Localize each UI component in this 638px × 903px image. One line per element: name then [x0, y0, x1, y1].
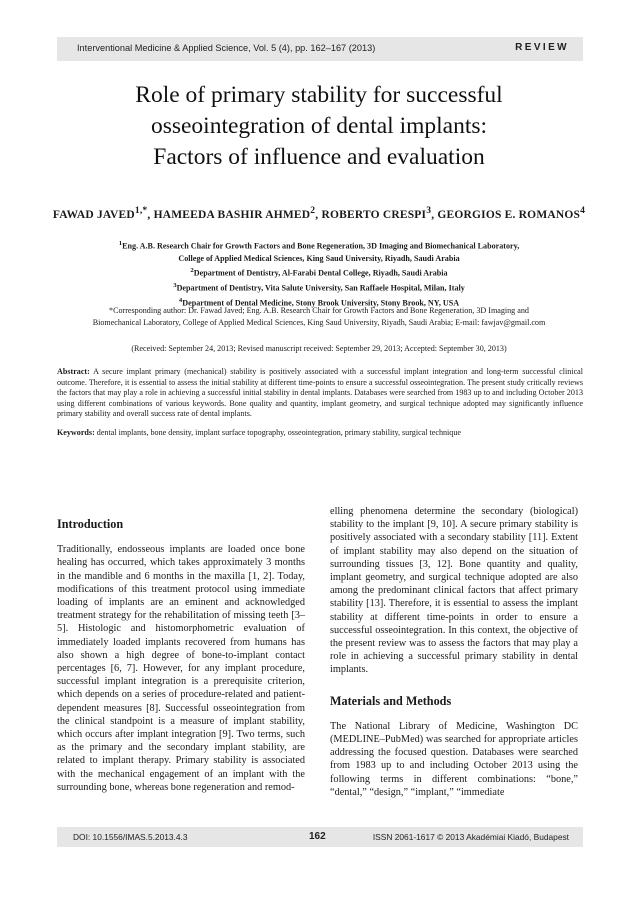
- affiliation-line: $^1$Eng. A.B. Research Chair for Growth Factors and Bone Regeneration, 3D Imaging and Biomechanical Laboratory,: [118, 240, 520, 251]
- journal-citation: Interventional Medicine & Applied Science, Vol. 5 (4), pp. 162–167 (2013): [77, 43, 376, 53]
- article-title: [40, 80, 598, 173]
- title-line-3: Factors of influence and evaluation: [153, 144, 485, 170]
- affiliation-number: 3: [173, 281, 177, 289]
- doi: DOI: 10.1556/IMAS.5.2013.4.3: [73, 832, 188, 842]
- introduction-paragraph: Traditionally, endosseous implants are loaded once bone healing has occurred, which takes approximately 3 months in the mandible and 6 months in the maxilla [1, 2]. Today, modifications of this treatment protocol using immediate loading of implants are an eminent and acknowledged treatment strategy for the rehabilitation of missing teeth [3–5]. Histologic and histomorphometric evaluation of immediately loaded implants recovered from humans has also shown a high degree of bone-to-implant contact percentages [6, 7]. However, for any implant procedure, successful implant integration is a prerequisite criterion, which depends on a series of procedure-related and patient-dependent measures [8]. Successful osseointegration from the clinical standpoint is a measure of implant stability, which occurs after implant integration [9]. Two terms, such as the primary and the secondary implant stability, are related to implant therapy. Primary stability is associated with the mechanical engagement of an implant with the surrounding bone, whereas bone regeneration and remod-: [57, 544, 305, 793]
- corresponding-author-note: *Corresponding author: Dr. Fawad Javed; Eng. A.B. Research Chair for Growth Factors and Bone Regeneration, 3D Imaging and Biomechanical Laboratory, College of Applied Medical Sciences, King Saud University, Riyadh, Saudi Arabia; E-mail: fawjav@gmail.com: [92, 306, 546, 328]
- author-name: , ROBERTO CRESPI: [315, 208, 427, 221]
- abstract: [57, 367, 583, 420]
- page-footer: [57, 827, 583, 847]
- author-list: [40, 205, 598, 221]
- author-name: , HAMEEDA BASHIR AHMED: [147, 208, 311, 221]
- keywords-label: Keywords:: [57, 428, 95, 437]
- author-affiliation-marker: 1,: [134, 205, 143, 216]
- affiliation-line: College of Applied Medical Sciences, King Saud University, Riyadh, Saudi Arabia: [178, 253, 460, 263]
- author-affiliation-marker: 3: [426, 205, 432, 216]
- affiliation-number: 4: [178, 296, 183, 304]
- issn-copyright: ISSN 2061-1617 © 2013 Akadémiai Kiadó, Budapest: [372, 832, 569, 842]
- keywords: [57, 428, 583, 439]
- section-heading-introduction: Introduction: [57, 517, 124, 531]
- affiliation-number: 1: [118, 240, 123, 247]
- author-affiliation-marker: 4: [580, 205, 586, 216]
- keywords-text: dental implants, bone density, implant surface topography, osseointegration, primary stability, surgical technique: [94, 428, 461, 437]
- affiliation-number: 2: [190, 267, 194, 275]
- author-name: FAWAD JAVED: [52, 208, 135, 221]
- affiliation-line: $^4$Department of Dental Medicine, Stony Brook University, Stony Brook, NY, USA: [178, 296, 460, 308]
- affiliation-line: $^2$Department of Dentistry, Al-Farabi Dental College, Riyadh, Saudi Arabia: [190, 267, 448, 278]
- affiliation-line: $^3$Department of Dentistry, Vita Salute University, San Raffaele Hospital, Milan, Italy: [173, 281, 465, 293]
- section-heading-methods: Materials and Methods: [330, 693, 452, 708]
- running-header: [57, 37, 583, 61]
- article-type-label: REVIEW: [515, 42, 569, 53]
- abstract-label: Abstract:: [57, 367, 90, 376]
- received-dates: (Received: September 24, 2013; Revised manuscript received: September 29, 2013; Accepted: September 30, 2013): [131, 344, 507, 353]
- author-name: , GEORGIOS E. ROMANOS: [431, 208, 581, 221]
- right-column: [330, 505, 578, 799]
- author-affiliation-marker: 2: [310, 205, 316, 216]
- title-line-1: Role of primary stability for successful: [135, 82, 503, 108]
- corresponding-author-marker: *: [142, 205, 148, 216]
- page-number: 162: [309, 831, 326, 842]
- introduction-continuation: elling phenomena determine the secondary (biological) stability to the implant [9, 10]. A secure primary stability is positively associated with a secondary stability [11]. Extent of implant stability may also depend on the situation of surrounding tissues [3, 12]. Bone quantity and quality, implant geometry, and surgical technique adopted are also among the predominant clinical factors that affect primary stability [13]. Therefore, it is essential to assess the implant stability at different time-points in order to ensure a successful osseointegration. In this context, the objective of the present review was to assess the factors that may play a role in achieving a successful primary stability in dental implants.: [330, 506, 578, 676]
- left-column: [57, 505, 305, 794]
- title-line-2: osseointegration of dental implants:: [150, 113, 488, 139]
- abstract-text: A secure implant primary (mechanical) stability is positively associated with a successful implant integration and long-term successful clinical outcome. Therefore, it is essential to assess the initial stability at different time-points to ensure a successful osseointegration. The present study critically reviews the factors that may play a role in achieving a successful initial stability in dental implants. Databases were searched from 1983 up to and including October 2013 using different combinations of various keywords. Bone quality and quantity, implant geometry, and surgical technique adopted may significantly influence primary stability and overall success rate of dental implants.: [57, 367, 583, 419]
- affiliations: [60, 238, 578, 310]
- methods-paragraph: The National Library of Medicine, Washington DC (MEDLINE–PubMed) was searched for appropriate articles addressing the focused question. Databases were searched from 1983 up to and including October 2013 using the following terms in different combinations: “bone,” “dental,” “design,” “implant,” “immediate: [330, 720, 578, 798]
